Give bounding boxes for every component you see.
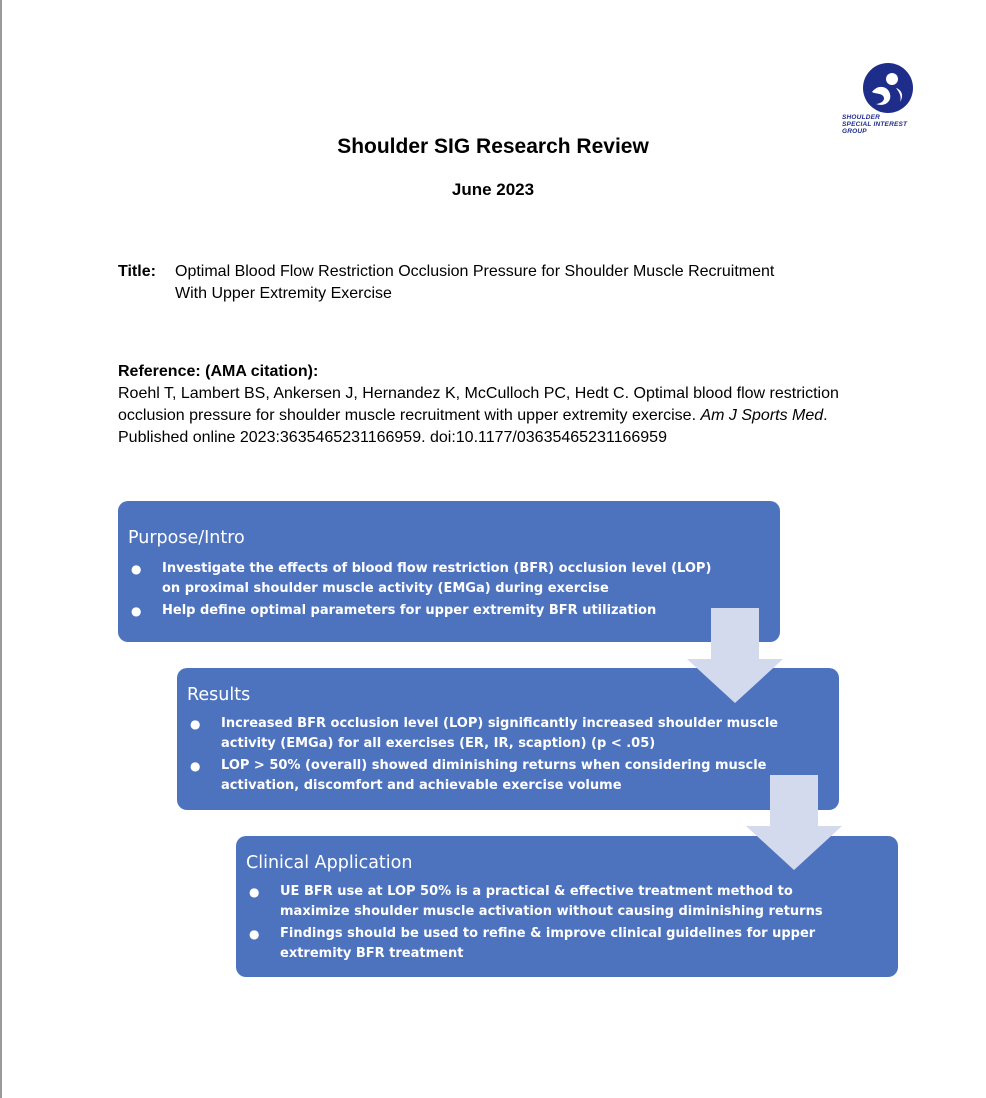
purpose-intro-box <box>118 501 780 642</box>
article-title <box>175 261 875 305</box>
article-title-line: Optimal Blood Flow Restriction Occlusion Pressure for Shoulder Muscle Recruitment <box>175 263 775 280</box>
list-item <box>177 714 797 754</box>
purpose-list <box>118 559 728 623</box>
bullet-icon: ● <box>190 759 201 773</box>
list-item <box>118 559 728 599</box>
purpose-heading: Purpose/Intro <box>128 528 245 548</box>
article-title-line: With Upper Extremity Exercise <box>175 285 392 302</box>
reference-label: Reference: (AMA citation): <box>118 363 319 380</box>
list-item-text: Help define optimal parameters for upper extremity BFR utilization <box>162 603 657 618</box>
reference-journal: Am J Sports Med <box>700 407 824 424</box>
page-title: Shoulder SIG Research Review <box>337 135 649 158</box>
list-item-text: LOP > 50% (overall) showed diminishing returns when considering muscle activation, discomfort and achievable exercise volume <box>221 758 767 793</box>
list-item <box>236 882 846 922</box>
bullet-icon: ● <box>249 885 260 899</box>
bullet-icon: ● <box>131 562 142 576</box>
list-item-text: Increased BFR occlusion level (LOP) significantly increased shoulder muscle activity (EMGa) for all exercises (ER, IR, scaption) (p < .05) <box>221 716 779 751</box>
logo-emblem-icon <box>862 62 914 114</box>
reference-text <box>118 385 839 446</box>
page-left-edge <box>0 0 2 1098</box>
list-item <box>118 601 728 621</box>
reference-block <box>118 361 878 449</box>
logo-line: GROUP <box>842 128 867 135</box>
logo-text <box>842 114 932 135</box>
bullet-icon: ● <box>190 717 201 731</box>
results-list <box>177 714 797 798</box>
logo-line: SHOULDER <box>842 114 881 121</box>
list-item-text: Findings should be used to refine & improve clinical guidelines for upper extremity BFR treatment <box>280 926 816 961</box>
down-arrow-icon <box>687 608 783 703</box>
down-arrow-icon <box>746 775 842 870</box>
bullet-icon: ● <box>249 927 260 941</box>
results-heading: Results <box>187 685 251 705</box>
page-date: June 2023 <box>451 180 535 199</box>
clinical-heading: Clinical Application <box>246 853 413 873</box>
clinical-list <box>236 882 846 966</box>
list-item-text: Investigate the effects of blood flow restriction (BFR) occlusion level (LOP) on proximal shoulder muscle activity (EMGa) during exercise <box>162 561 712 596</box>
bullet-icon: ● <box>131 604 142 618</box>
list-item <box>177 756 797 796</box>
title-label: Title: <box>118 263 156 280</box>
logo-line: SPECIAL INTEREST <box>842 121 908 128</box>
list-item-text: UE BFR use at LOP 50% is a practical & effective treatment method to maximize shoulder muscle activation without causing diminishing returns <box>280 884 823 919</box>
list-item <box>236 924 846 964</box>
reference-publication: . Published online 2023:3635465231166959. doi:10.1177/03635465231166959 <box>118 407 828 446</box>
reference-authors: Roehl T, Lambert BS, Ankersen J, Hernandez K, McCulloch PC, Hedt C. Optimal blood flow restriction occlusion pressure for shoulder muscle recruitment with upper extremity exercise. <box>118 385 839 424</box>
shoulder-sig-logo <box>842 62 932 140</box>
